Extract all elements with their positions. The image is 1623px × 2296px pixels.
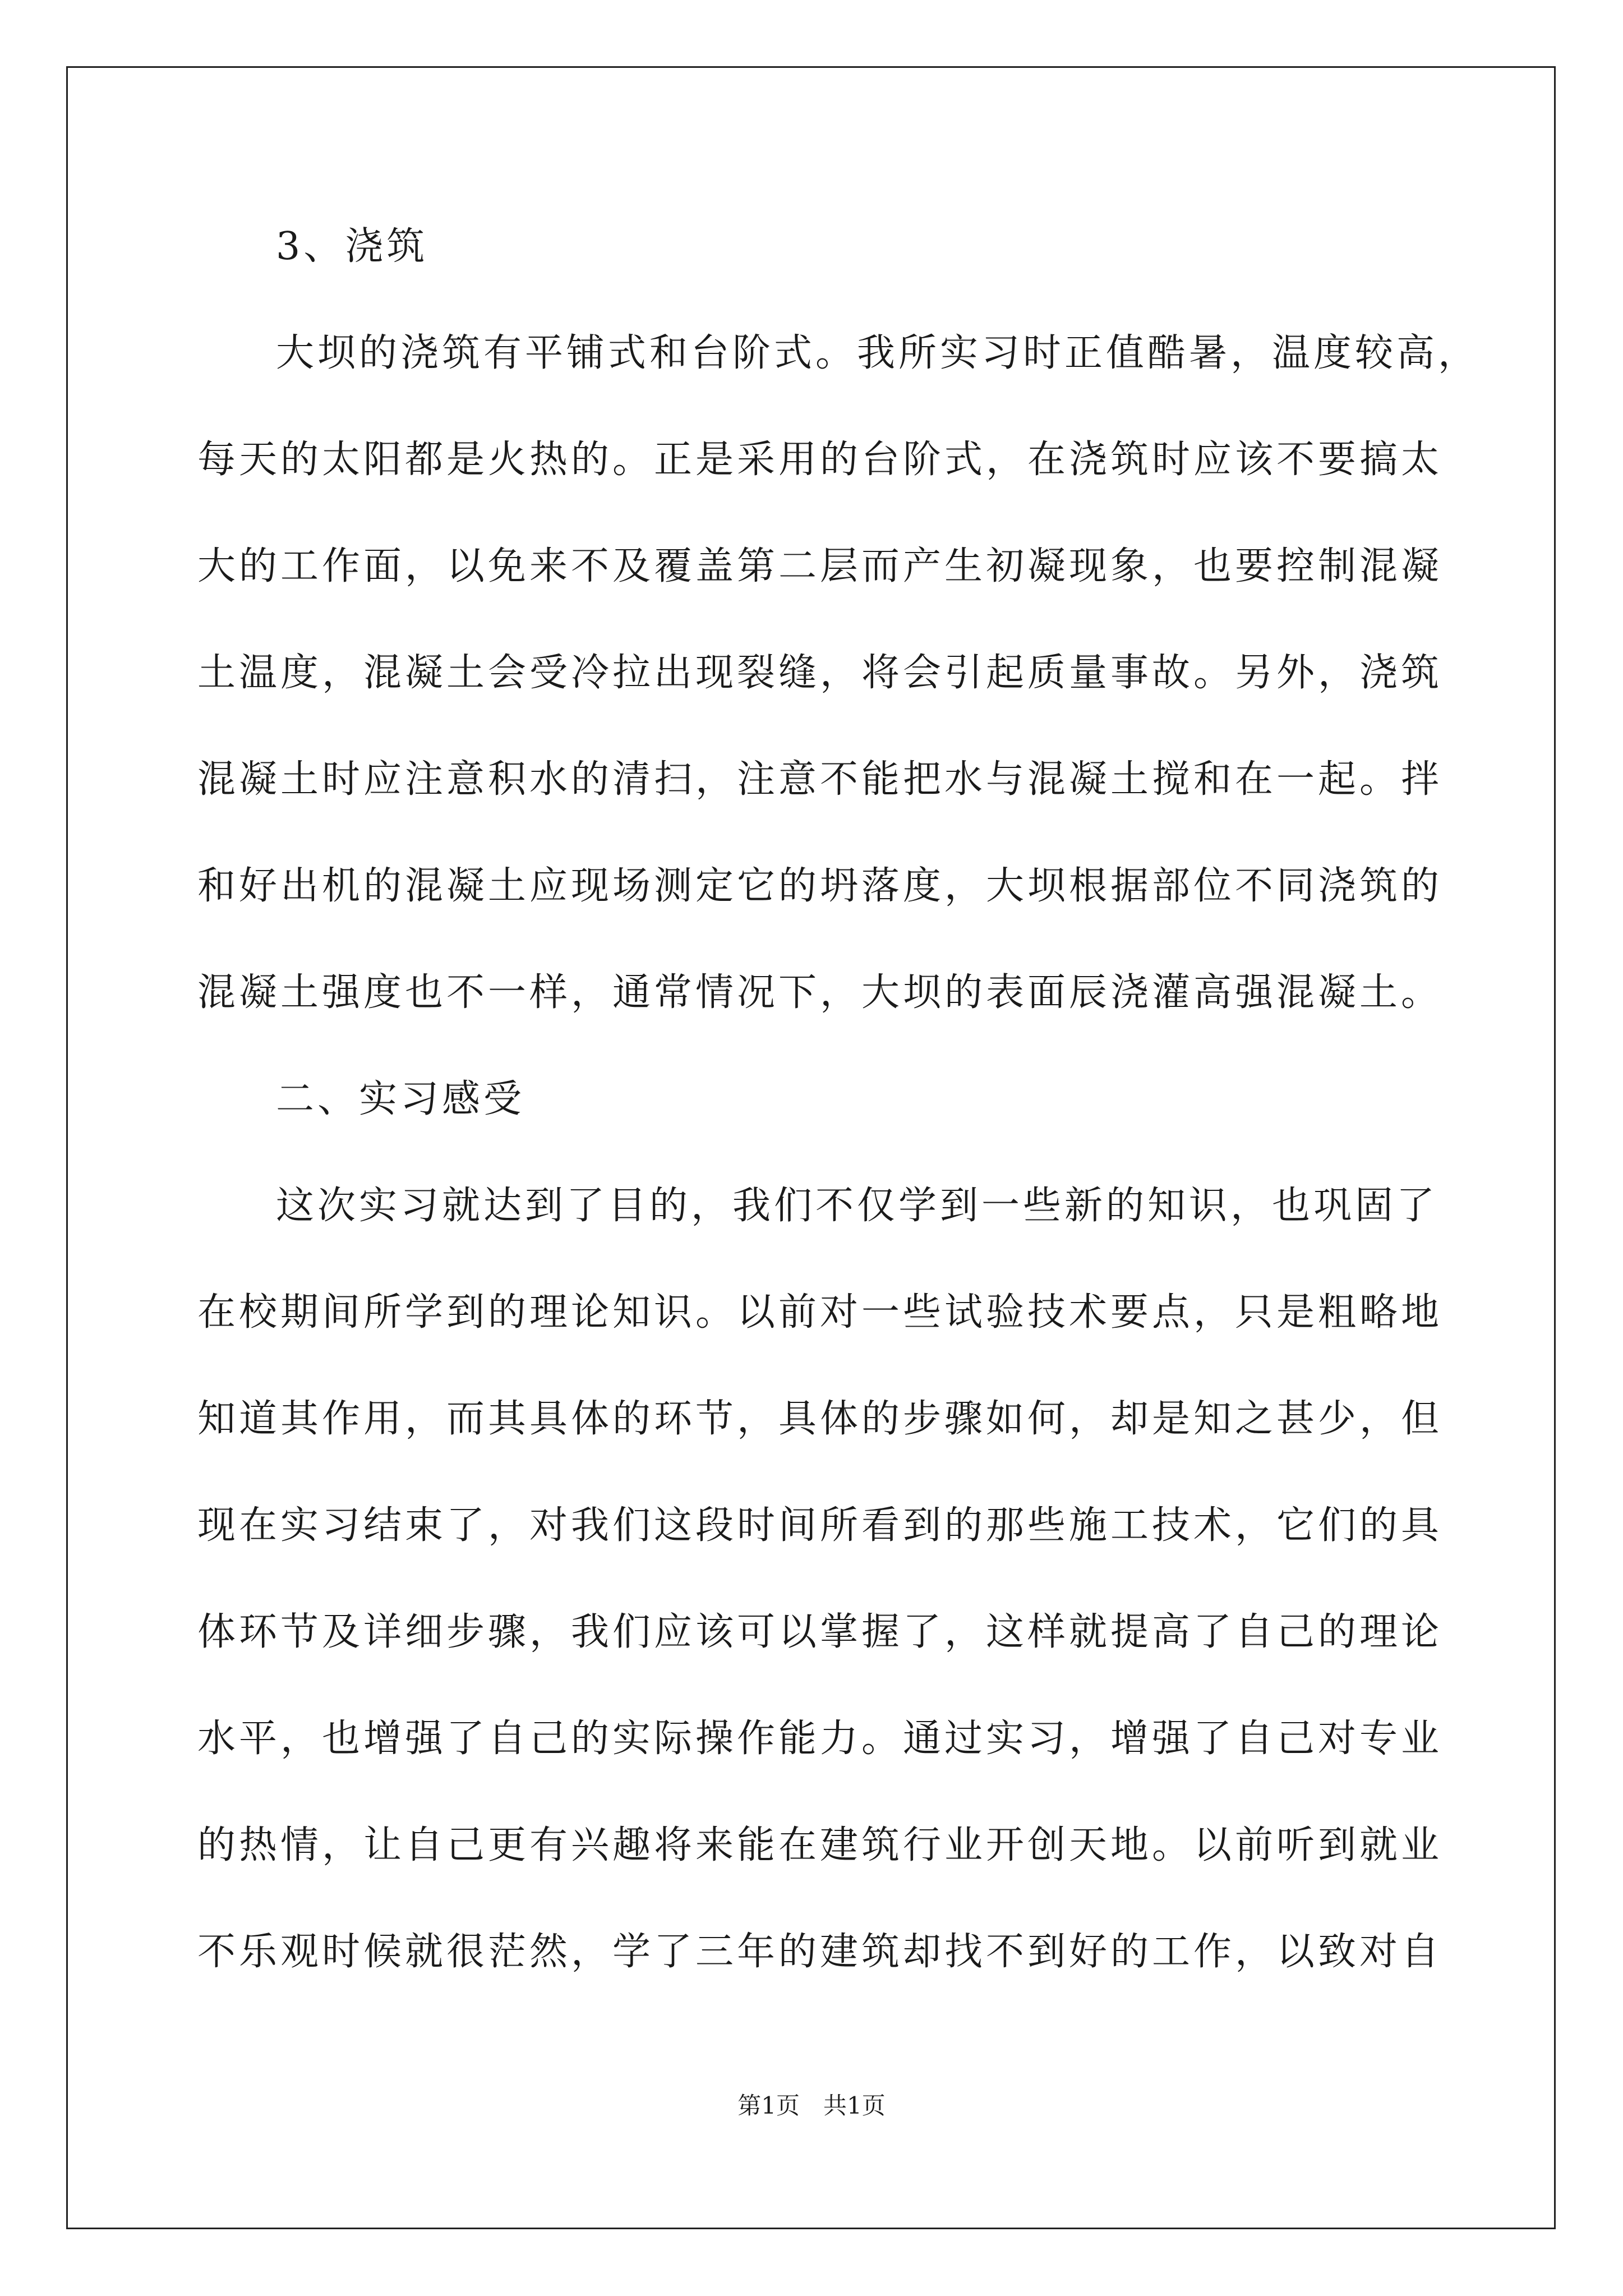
section-heading: 3、浇筑: [276, 224, 428, 269]
paragraph-line: 土温度，混凝土会受冷拉出现裂缝，将会引起质量事故。另外，浇筑: [197, 651, 1443, 695]
paragraph-line: 现在实习结束了，对我们这段时间所看到的那些施工技术，它们的具: [197, 1503, 1443, 1548]
paragraph-line: 每天的太阳都是火热的。正是采用的台阶式，在浇筑时应该不要搞太: [197, 438, 1443, 482]
paragraph-line: 不乐观时候就很茫然，学了三年的建筑却找不到好的工作，以致对自: [197, 1930, 1443, 1974]
paragraph-line: 混凝土时应注意积水的清扫，注意不能把水与混凝土搅和在一起。拌: [197, 757, 1443, 802]
section-heading: 二、实习感受: [276, 1077, 525, 1121]
paragraph-line: 大坝的浇筑有平铺式和台阶式。我所实习时正值酷暑，温度较高，: [276, 331, 1480, 375]
paragraph-line: 混凝土强度也不一样，通常情况下，大坝的表面辰浇灌高强混凝土。: [197, 970, 1443, 1015]
paragraph-line: 和好出机的混凝土应现场测定它的坍落度，大坝根据部位不同浇筑的: [197, 864, 1443, 908]
paragraph-line: 这次实习就达到了目的，我们不仅学到一些新的知识，也巩固了: [276, 1184, 1438, 1228]
paragraph-line: 体环节及详细步骤，我们应该可以掌握了，这样就提高了自己的理论: [197, 1610, 1443, 1654]
paragraph-line: 水平，也增强了自己的实际操作能力。通过实习，增强了自己对专业: [197, 1717, 1443, 1761]
page-border: [66, 66, 1556, 2229]
paragraph-line: 的热情，让自己更有兴趣将来能在建筑行业开创天地。以前听到就业: [197, 1823, 1443, 1867]
paragraph-line: 在校期间所学到的理论知识。以前对一些试验技术要点，只是粗略地: [197, 1290, 1443, 1335]
paragraph-line: 大的工作面，以免来不及覆盖第二层而产生初凝现象，也要控制混凝: [197, 544, 1443, 588]
paragraph-line: 知道其作用，而其具体的环节，具体的步骤如何，却是知之甚少，但: [197, 1397, 1443, 1441]
page-number: 第1页 共1页: [737, 2092, 886, 2119]
